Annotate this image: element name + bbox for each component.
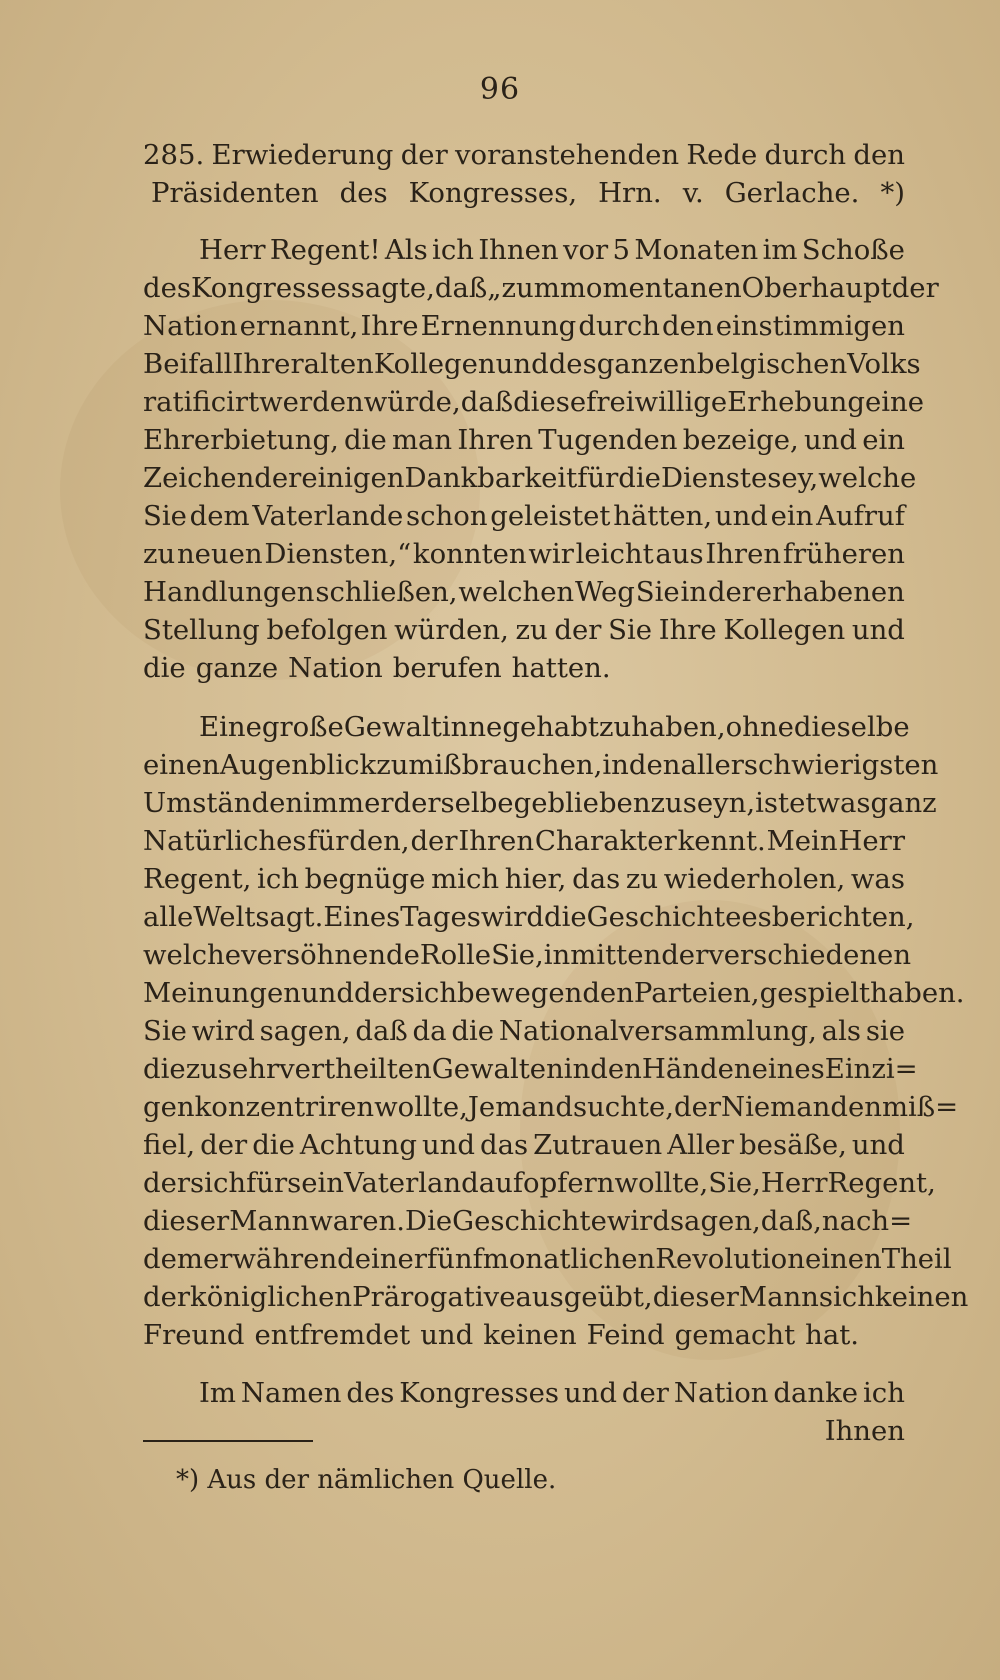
text-line: Nation ernannt, Ihre Ernennung durch den einstimmigen [143,310,905,342]
text-line: der sich für sein Vaterland aufopfern wollte, Sie, Herr Regent, [143,1167,936,1199]
text-line: Sie wird sagen, daß da die Nationalversammlung, als sie [143,1015,905,1047]
paragraph [143,1374,905,1450]
text-line: Freund entfremdet und keinen Feind gemacht hat. [143,1319,860,1351]
text-line: der königlichen Prärogative ausgeübt, dieser Mann sich keinen [143,1281,969,1313]
text-line: des Kongresses sagte, daß „zum momentanen Oberhaupt der [143,272,939,304]
heading-line: Präsidenten des Kongresses, Hrn. v. Gerlache. *) [151,177,905,209]
text-line: Regent, ich begnüge mich hier, das zu wiederholen, was [143,863,905,895]
text-line: Herr Regent! Als ich Ihnen vor 5 Monaten im Schoße [199,234,905,266]
text-line: zu neuen Diensten,“ konnten wir leicht aus Ihren früheren [143,538,905,570]
text-line: dem er während einer fünfmonatlichen Revolution einen Theil [143,1243,952,1275]
text-line: Handlungen schließen, welchen Weg Sie in der erhabenen [143,576,905,608]
text-line: einen Augenblick zu mißbrauchen, in den allerschwierigsten [143,749,939,781]
text-line: Im Namen des Kongresses und der Nation danke ich [199,1377,905,1409]
text-line: Ehrerbietung, die man Ihren Tugenden bezeige, und ein [143,424,905,456]
text-line: die ganze Nation berufen hatten. [143,652,611,684]
text-line: welche versöhnende Rolle Sie, inmitten der verschiedenen [143,939,912,971]
text-line: gen konzentriren wollte, Jemand suchte, der Niemanden miß= [143,1091,959,1123]
section-heading [143,136,905,212]
catchword: Ihnen [824,1415,905,1447]
footnote-divider [143,1440,313,1442]
text-line: Natürliches für den, der Ihren Charakter kennt. Mein Herr [143,825,905,857]
text-line: Zeichen der einigen Dankbarkeit für die Dienste sey, welche [143,462,917,494]
text-line: Umständen immer derselbe geblieben zu seyn, ist etwas ganz [143,787,937,819]
text-line: fiel, der die Achtung und das Zutrauen Aller besäße, und [143,1129,905,1161]
page-number: 96 [479,72,521,107]
text-line: Eine große Gewalt inne gehabt zu haben, ohne dieselbe [199,711,910,743]
text-line: alle Welt sagt. Eines Tages wird die Geschichte es berichten, [143,901,915,933]
text-line: Meinungen und der sich bewegenden Parteien, gespielt haben. [143,977,965,1009]
footnote: *) Aus der nämlichen Quelle. [176,1465,557,1495]
text-line: dieser Mann waren. Die Geschichte wird sagen, daß, nach= [143,1205,913,1237]
text-line: die zu sehr vertheilten Gewalten in den Händen eines Einzi= [143,1053,918,1085]
paragraph [143,708,969,1354]
text-line: Sie dem Vaterlande schon geleistet hätten, und ein Aufruf [143,500,905,532]
text-line: Stellung befolgen würden, zu der Sie Ihre Kollegen und [143,614,905,646]
text-line: ratificirt werden würde, daß diese freiwillige Erhebung eine [143,386,925,418]
heading-line: 285. Erwiederung der voranstehenden Rede durch den [143,139,905,171]
text-line: Beifall Ihrer alten Kollegen und des ganzen belgischen Volks [143,348,921,380]
paragraph [143,231,939,687]
